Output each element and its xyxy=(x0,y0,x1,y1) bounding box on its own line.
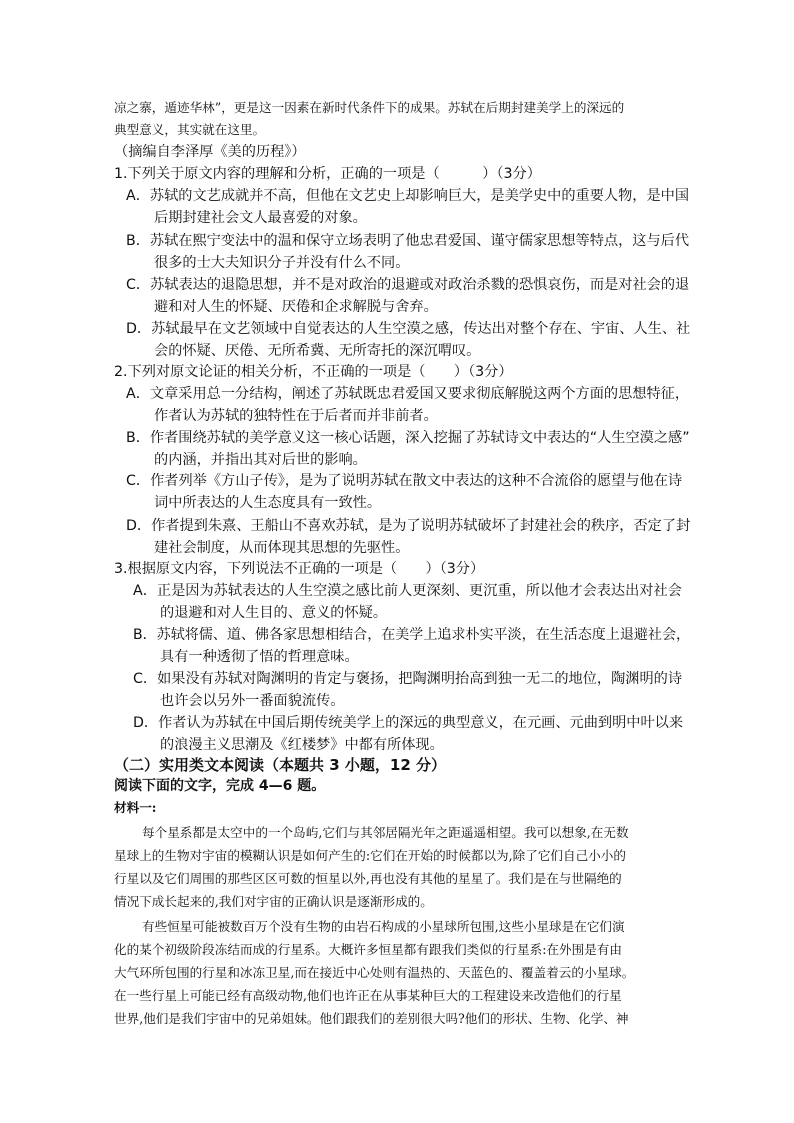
question-2-option-b: B．作者围绕苏轼的美学意义这一核心话题，深入挖掘了苏轼诗文中表达的“人生空漠之感” xyxy=(126,430,690,446)
question-1-option-b: B．苏轼在熙宁变法中的温和保守立场表明了他忠君爱国、谨守儒家思想等特点，这与后代 xyxy=(126,233,690,249)
question-1-option-c-cont: 避和对人生的怀疑、厌倦和企求解脱与舍弃。 xyxy=(154,299,438,315)
question-3-option-a-cont: 的退避和对人生目的、意义的怀疑。 xyxy=(160,605,388,621)
question-1-option-d: D．苏轼最早在文艺领域中自觉表达的人生空漠之感，传达出对整个存在、宇宙、人生、社 xyxy=(126,321,691,337)
material-paragraph-line: 情况下成长起来的,我们对宇宙的正确认识是逐渐形成的。 xyxy=(114,894,433,909)
question-1-option-a: A．苏轼的文艺成就并不高，但他在文艺史上却影响巨大，是美学史中的重要人物，是中国 xyxy=(126,188,690,204)
question-1-option-a-cont: 后期封建社会文人最喜爱的对象。 xyxy=(154,210,367,226)
question-3-option-d: D．作者认为苏轼在中国后期传统美学上的深远的典型意义，在元画、元曲到明中叶以来 xyxy=(133,715,684,731)
question-3-stem: 3.根据原文内容，下列说法不正确的一项是（ ）（3分） xyxy=(114,561,485,577)
material-paragraph-line: 有些恒星可能被数百万个没有生物的由岩石构成的小星球所包围,这些小星球是在它们演 xyxy=(142,919,625,934)
question-2-option-d-cont: 建社会制度，从而体现其思想的先驱性。 xyxy=(154,540,410,556)
source-citation: （摘编自李泽厚《美的历程》） xyxy=(114,144,306,160)
question-3-option-c-cont: 也许会以另外一番面貌流传。 xyxy=(160,693,345,709)
question-1-stem: 1.下列关于原文内容的理解和分析，正确的一项是（ ）（3分） xyxy=(114,166,541,182)
material-paragraph-line: 世界,他们是我们宇宙中的兄弟姐妹。他们跟我们的差别很大吗?他们的形状、生物、化学、神 xyxy=(114,1011,629,1026)
material-paragraph-line: 星球上的生物对宇宙的模糊认识是如何产生的:它们在开始的时候都以为,除了它们自己小小的 xyxy=(114,848,626,863)
material-label: 材料一: xyxy=(114,800,157,815)
question-1-option-b-cont: 很多的士大夫知识分子并没有什么不同。 xyxy=(154,255,410,271)
question-2-option-a-cont: 作者认为苏轼的独特性在于后者而并非前者。 xyxy=(154,408,438,424)
material-paragraph-line: 每个星系都是太空中的一个岛屿,它们与其邻居隔光年之距遥遥相望。我可以想象,在无数 xyxy=(142,825,629,840)
question-3-option-a: A．正是因为苏轼表达的人生空漠之感比前人更深刻、更沉重，所以他才会表达出对社会 xyxy=(133,583,682,599)
material-paragraph-line: 在一些行星上可能已经有高级动物,他们也许正在从事某种巨大的工程建设来改造他们的行星 xyxy=(114,988,622,1003)
question-3-option-d-cont: 的浪漫主义思潮及《红楼梦》中都有所体现。 xyxy=(160,737,444,753)
question-1-option-c: C．苏轼表达的退隐思想，并不是对政治的退避或对政治杀戮的恐惧哀伤，而是对社会的退 xyxy=(126,277,690,293)
question-3-option-b: B．苏轼将儒、道、佛各家思想相结合，在美学上追求朴实平淡，在生活态度上退避社会， xyxy=(133,627,691,643)
question-2-stem: 2.下列对原文论证的相关分析，不正确的一项是（ ）（3分） xyxy=(114,364,513,380)
material-paragraph-line: 大气环所包围的行星和冰冻卫星,而在接近中心处则有温热的、天蓝色的、覆盖着云的小星球。 xyxy=(114,965,635,980)
question-2-option-c-cont: 词中所表达的人生态度具有一致性。 xyxy=(154,495,382,511)
intro-line-2: 典型意义，其实就在这里。 xyxy=(114,122,266,137)
material-paragraph-line: 行星以及它们周围的那些区区可数的恒星以外,再也没有其他的星星了。我们是在与世隔绝的 xyxy=(114,871,622,886)
question-2-option-d: D．作者提到朱熹、王船山不喜欢苏轼，是为了说明苏轼破坏了封建社会的秩序，否定了封 xyxy=(126,518,691,534)
question-1-option-d-cont: 会的怀疑、厌倦、无所希冀、无所寄托的深沉喟叹。 xyxy=(154,343,481,359)
question-3-option-b-cont: 具有一种透彻了悟的哲理意味。 xyxy=(160,649,359,665)
intro-line-1: 凉之寨，遁迹华林”，更是这一因素在新时代条件下的成果。苏轼在后期封建美学上的深远的 xyxy=(114,100,625,115)
question-3-option-c: C．如果没有苏轼对陶渊明的肯定与褒扬，把陶渊明抬高到独一无二的地位，陶渊明的诗 xyxy=(133,671,683,687)
material-paragraph-line: 化的某个初级阶段冻结而成的行星系。大概许多恒星都有跟我们类似的行星系:在外围是有由 xyxy=(114,942,622,957)
question-2-option-a: A．文章采用总一分结构，阐述了苏轼既忠君爱国又要求彻底解脱这两个方面的思想特征， xyxy=(126,386,690,402)
question-2-option-c: C．作者列举《方山子传》，是为了说明苏轼在散文中表达的这种不合流俗的愿望与他在诗 xyxy=(126,473,683,489)
section-instruction: 阅读下面的文字，完成 4—6 题。 xyxy=(114,778,326,794)
section-heading: （二）实用类文本阅读（本题共 3 小题，12 分） xyxy=(114,756,446,774)
question-2-option-b-cont: 的内涵，并指出其对后世的影响。 xyxy=(154,452,367,468)
